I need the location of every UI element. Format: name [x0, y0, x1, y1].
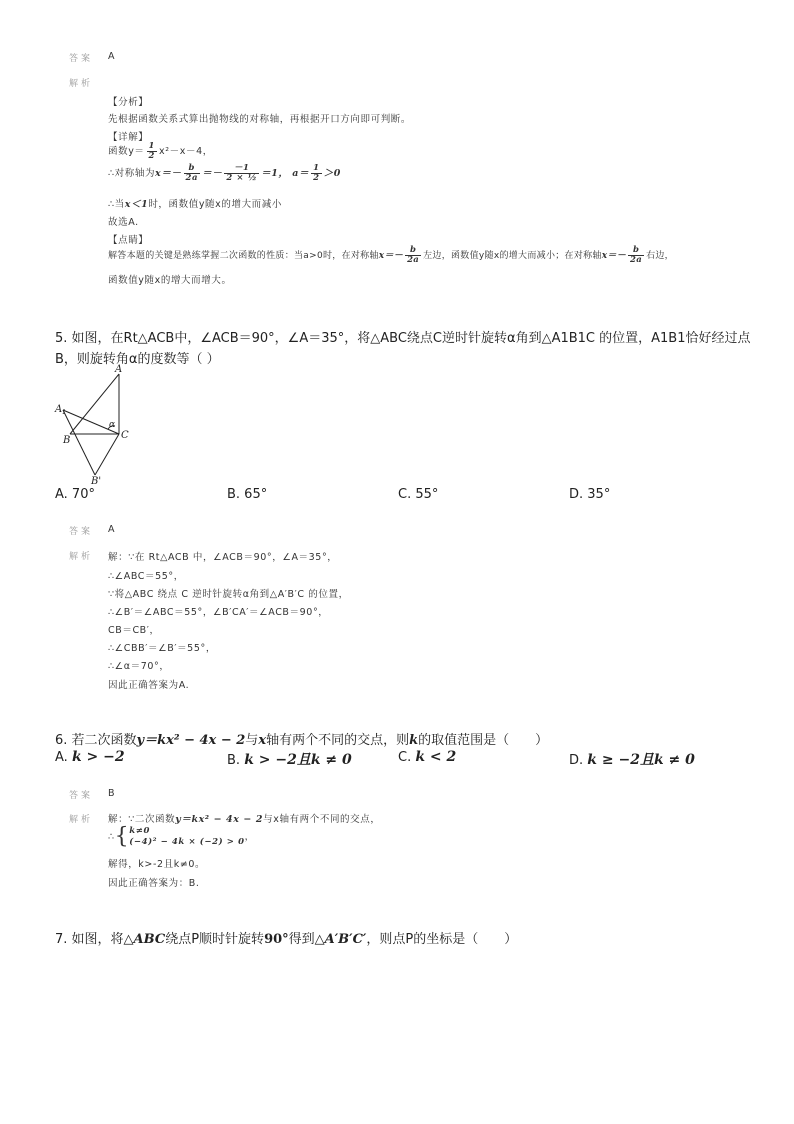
q6-text: 6. 若二次函数y＝kx² − 4x − 2与x轴有两个不同的交点，则k的取值范围是（ ）: [55, 733, 549, 748]
q6-analysis-label: 解析: [69, 815, 94, 825]
q5-analysis-label: 解析: [69, 552, 94, 562]
q6-step-2: ∴{ k≠0 (−4)² − 4k × (−2) > 0 ，: [108, 824, 255, 849]
q5-step-8: 因此正确答案为A.: [108, 680, 190, 691]
q5-option-b: B. 65°: [227, 487, 268, 502]
q6-step-4: 因此正确答案为：B.: [108, 878, 200, 889]
q5-triangle-figure: [50, 362, 140, 487]
fig-label-C: C: [121, 430, 129, 441]
q5-step-2: ∴∠ABC＝55°，: [108, 571, 184, 582]
q5-text-line-2: B，则旋转角α的度数等（ ）: [55, 352, 220, 367]
q5-step-1: 解：∵在 Rt△ACB 中，∠ACB＝90°，∠A＝35°，: [108, 552, 338, 563]
analysis-label: 解析: [69, 79, 94, 89]
fig-label-B-prime: B': [91, 476, 102, 487]
solution-line-4: 故选A.: [108, 217, 139, 228]
fraction: $\frac{1}{2}$: [148, 141, 156, 161]
fig-label-A: A: [115, 364, 123, 375]
q5-option-c: C. 55°: [398, 487, 439, 502]
solution-line-1: 函数y＝ $\frac{1}{2}$ x²－x－4，: [108, 141, 213, 161]
q6-option-d: D. k ≥ −2且k ≠ 0: [569, 752, 695, 768]
fenxi-heading: 【分析】: [108, 97, 149, 108]
q6-step-1: 解：∵二次函数y＝kx² − 4x − 2与x轴有两个不同的交点，: [108, 814, 381, 825]
q7-text: 7. 如图，将△ABC绕点P顺时针旋转90°得到△A′B′C′，则点P的坐标是（ ）: [55, 932, 518, 947]
solution-line-2: ∴对称轴为x＝－ $\frac{b}{2a}$ ＝－ $\frac{-1}{\text{2 × ½}}$ ＝1， a＝ $\frac{1}{2}$ ＞0: [108, 163, 341, 183]
q6-option-b: B. k > −2且k ≠ 0: [227, 752, 352, 768]
q6-step-3: 解得，k>-2且k≠0。: [108, 859, 206, 870]
fig-label-A1-sub: 1: [62, 409, 66, 416]
q5-step-5: CB＝CB′，: [108, 625, 160, 636]
answer-label: 答案: [69, 54, 94, 64]
q5-answer-value: A: [108, 524, 116, 535]
fig-label-B: B: [63, 435, 71, 446]
dianjing-line-1: 解答本题的关键是熟练掌握二次函数的性质：当a>0时，在对称轴x＝－ $\frac{b}{2a}$ 左边，函数值y随x的增大而减小；在对称轴x＝－ $\frac{b}{2a}$ 右边，: [108, 245, 674, 265]
q5-step-6: ∴∠CBB′＝∠B′＝55°，: [108, 643, 216, 654]
q6-answer-value: B: [108, 788, 116, 799]
q5-text-line-1: 5. 如图，在Rt△ACB中，∠ACB＝90°，∠A＝35°，将△ABC绕点C逆时针旋转α角到△A1B1C 的位置，A1B1恰好经过点: [55, 331, 751, 346]
dianjing-line-2: 函数值y随x的增大而增大。: [108, 275, 232, 286]
xiangjie-heading: 【详解】: [108, 132, 149, 143]
fig-label-A1: A: [55, 404, 63, 415]
q6-answer-label: 答案: [69, 791, 94, 801]
fenxi-text: 先根据函数关系式算出抛物线的对称轴，再根据开口方向即可判断。: [108, 114, 412, 125]
q5-step-7: ∴∠α＝70°，: [108, 661, 170, 672]
q5-step-4: ∴∠B′＝∠ABC＝55°，∠B′CA′＝∠ACB＝90°，: [108, 607, 329, 618]
q5-answer-label: 答案: [69, 527, 94, 537]
q6-option-a: A. k > −2: [55, 749, 125, 765]
solution-line-3: ∴当x＜1时，函数值y随x的增大而减小: [108, 199, 282, 210]
q5-option-d: D. 35°: [569, 487, 611, 502]
q5-option-a: A. 70°: [55, 487, 95, 502]
dianjing-heading: 【点睛】: [108, 235, 149, 246]
answer-value: A: [108, 51, 116, 62]
q5-step-3: ∵将△ABC 绕点 C 逆时针旋转α角到△A′B′C 的位置，: [108, 589, 349, 600]
q6-option-c: C. k < 2: [398, 749, 457, 765]
fig-label-alpha: α: [109, 420, 116, 430]
